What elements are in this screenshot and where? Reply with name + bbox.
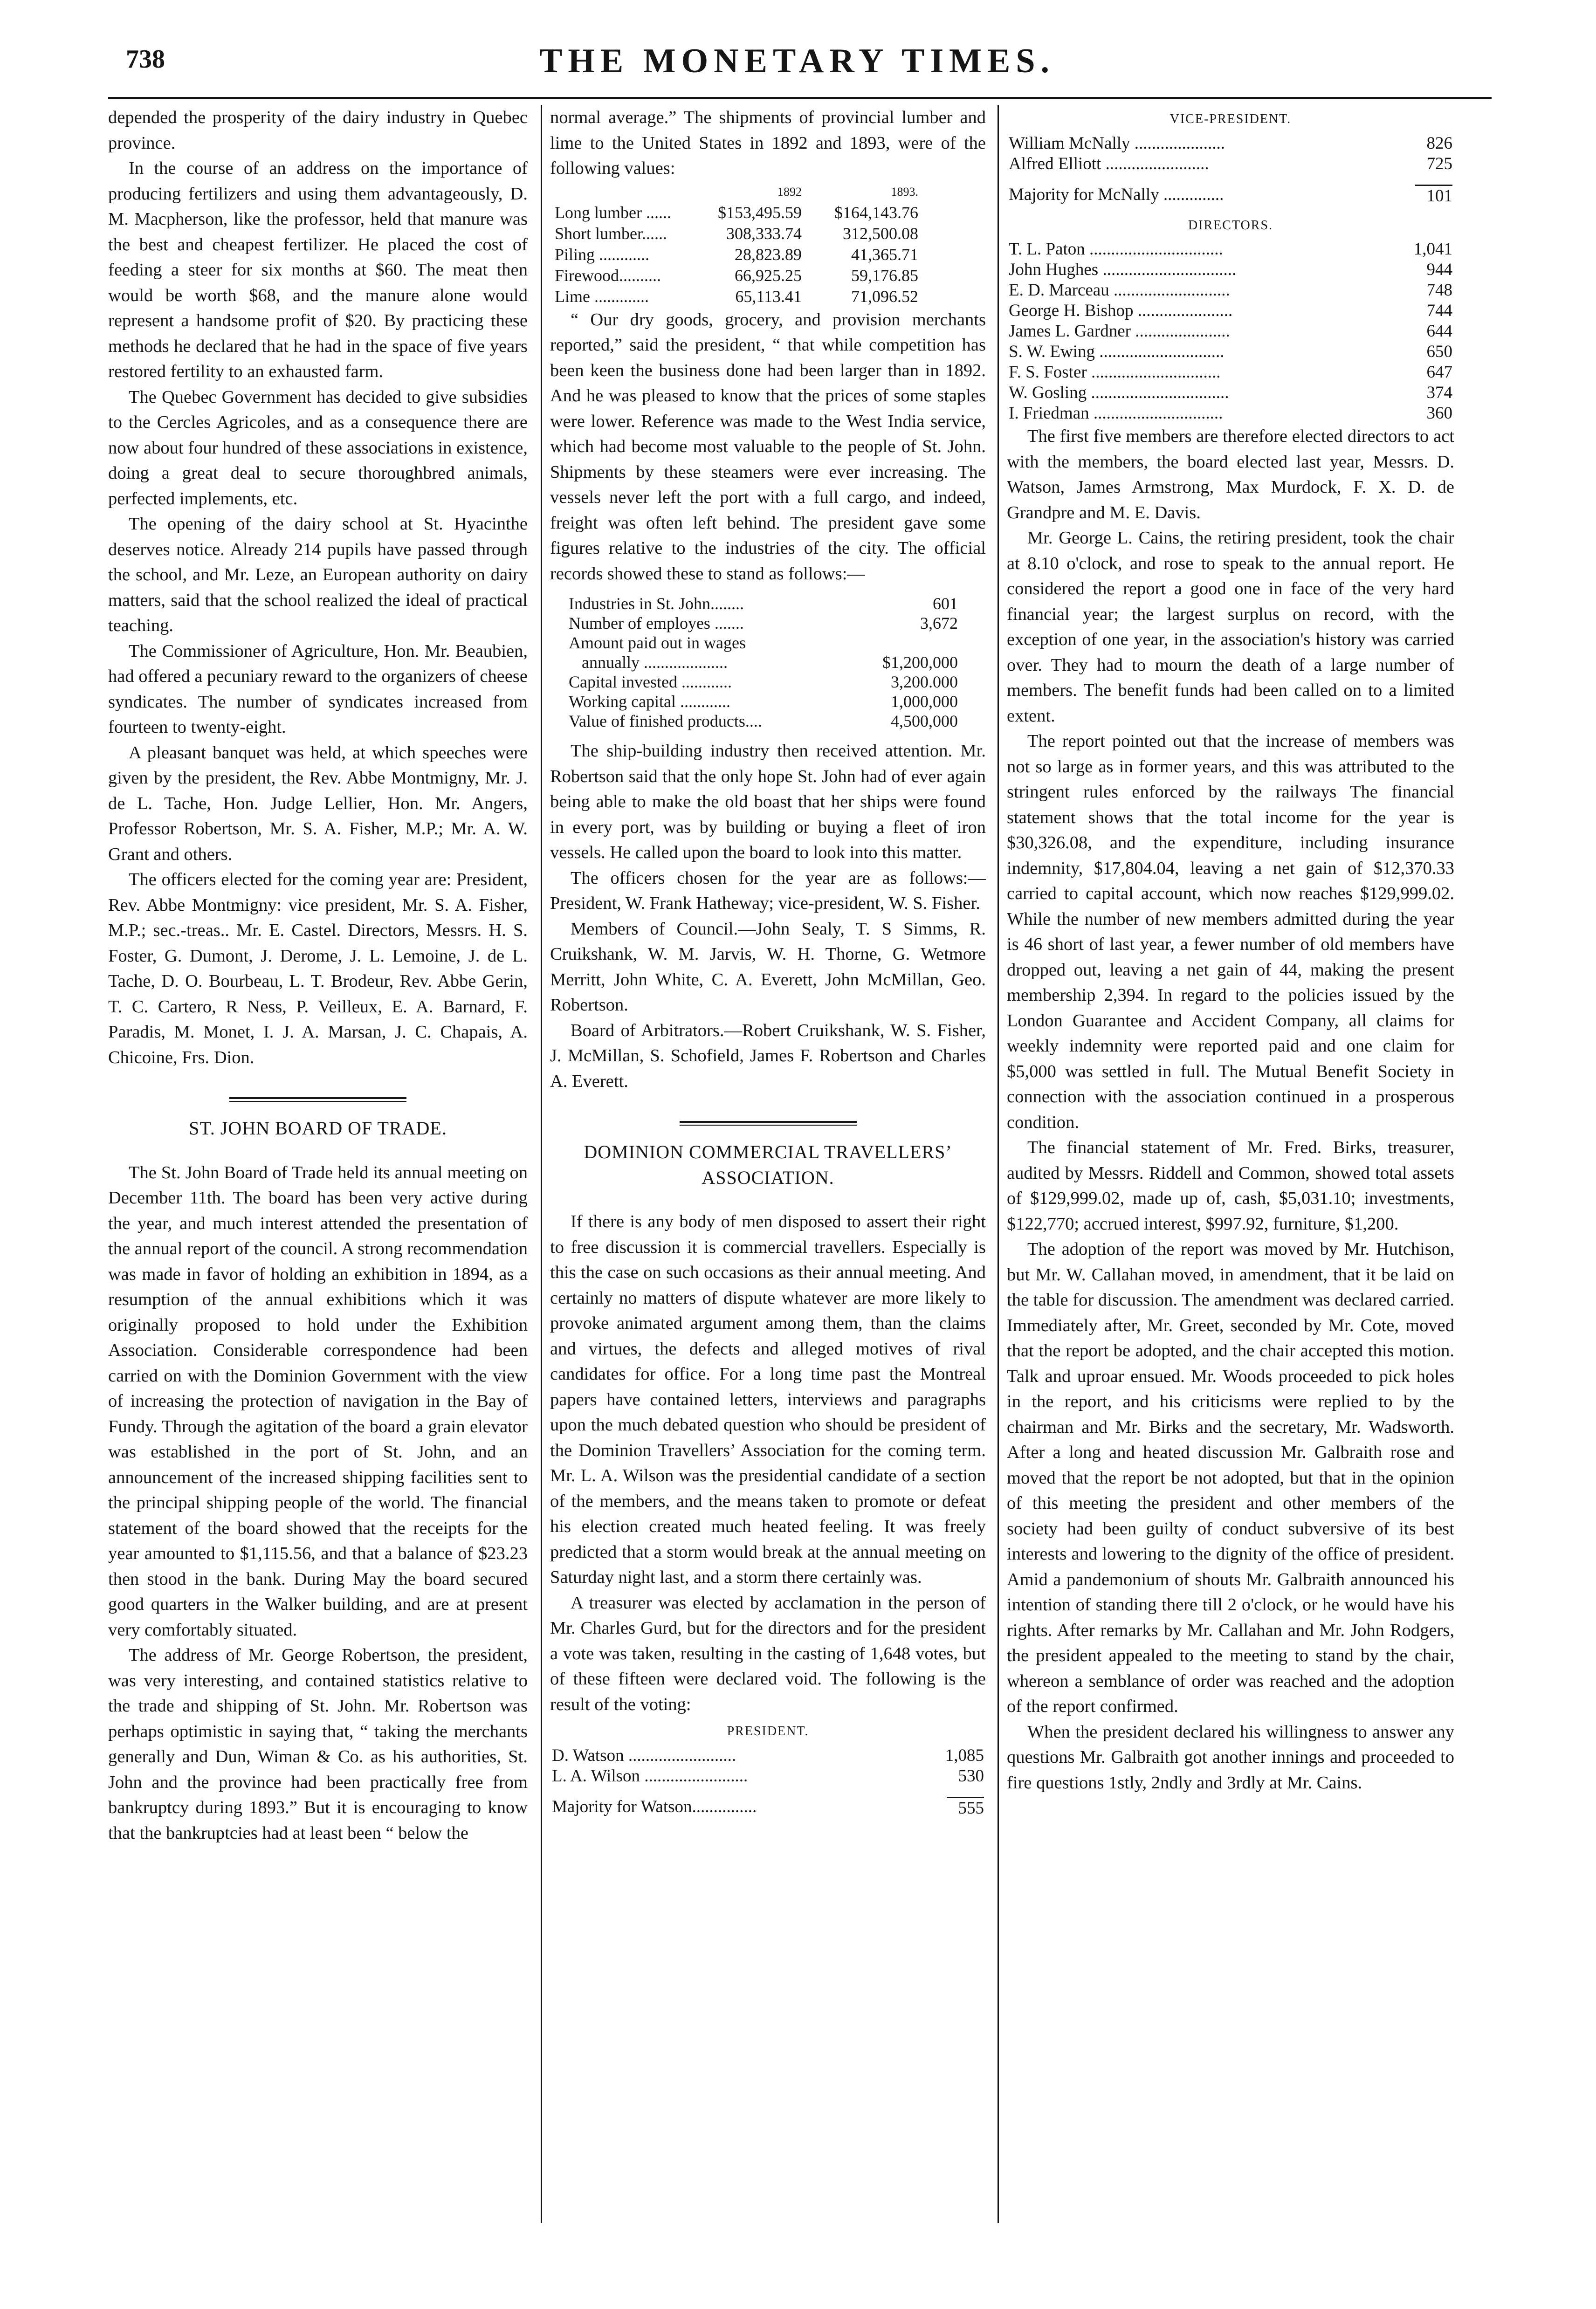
item-name: Long lumber ...... <box>555 203 671 222</box>
item-value: 65,113.41 <box>735 287 802 306</box>
paragraph: The first five members are therefore elected directors to act with the members, the board elected last year, Messrs. D. Watson, James Armstrong, Max Murdock, F. X. D. de Grandpre and M. E. Davis. <box>1007 426 1454 522</box>
candidate-name: George H. Bishop ...................... <box>1009 301 1233 320</box>
column-3 <box>1007 105 1454 1795</box>
paragraph: normal average.” The shipments of provincial lumber and lime to the United States in 1892 and 1893, were of the following values: <box>550 108 986 178</box>
table-row <box>1009 260 1452 280</box>
table-row <box>1009 239 1452 260</box>
paragraph: Members of Council.—John Sealy, T. S Simms, R. Cruikshank, W. M. Jarvis, W. H. Thorne, G. Wetmore Merritt, John White, C. A. Everett, John McMillan, Geo. Robertson. <box>550 919 986 1015</box>
table-row <box>555 265 981 286</box>
column-rule <box>998 105 999 2223</box>
page-header <box>126 44 1468 100</box>
section-heading: ST. JOHN BOARD OF TRADE. <box>189 1118 447 1139</box>
paragraph: The St. John Board of Trade held its annual meeting on December 11th. The board has been very active during the year, and much interest attended the presentation of the annual report of the council. A strong recommendation was made in favor of holding an exhibition in 1894, as a resumption of the annual exhibitions which it was originally proposed to hold under the Exhibition Association. Considerable correspondence had been carried on with the Dominion Government with the view of increasing the protection of navigation in the Bay of Fundy. Through the agitation of the board a grain elevator was established in the port of St. John, and an announcement of the increased shipping facilities sent to the principal shipping people of the world. The financial statement of the board showed that the receipts for the year amounted to $1,115.56, and that a balance of $23.23 then stood in the bank. During May the board secured good quarters in the Walker building, and are at present very comfortably situated. <box>108 1162 528 1640</box>
candidate-name: L. A. Wilson ........................ <box>552 1766 748 1786</box>
table-row <box>569 633 958 653</box>
paragraph: The opening of the dairy school at St. Hyacinthe deserves notice. Already 214 pupils have passed through the school, and Mr. Leze, an European authority on dairy matters, said that the school realized the ideal of practical teaching. <box>108 514 528 635</box>
item-value: 308,333.74 <box>726 224 802 243</box>
table-row <box>555 286 981 307</box>
header-rule <box>108 97 1492 99</box>
table-row <box>569 653 958 672</box>
paragraph: The address of Mr. George Robertson, the president, was very interesting, and contained statistics relative to the trade and shipping of St. John. Mr. Robertson was perhaps optimistic in saying that, “ taking the merchants generally and Dun, Wiman & Co. as his authorities, St. John and the province had been practically free from bankruptcy during 1893.” But it is encouraging to know that the bankruptcies had at least been “ below the <box>108 1645 528 1843</box>
lumber-table <box>550 181 986 307</box>
vote-count: 644 <box>1426 322 1452 341</box>
item-value: $1,200,000 <box>882 653 958 672</box>
item-value: 312,500.08 <box>843 224 918 243</box>
vote-count: 748 <box>1426 281 1452 300</box>
table-row <box>1009 154 1452 174</box>
table-row <box>569 692 958 711</box>
item-name: annually .................... <box>582 653 728 672</box>
vote-count: 360 <box>1426 404 1452 423</box>
candidate-name: James L. Gardner ...................... <box>1009 322 1230 341</box>
candidate-name: F. S. Foster .............................. <box>1009 363 1221 382</box>
candidate-name: S. W. Ewing ............................. <box>1009 342 1225 361</box>
majority-value: 101 <box>1415 185 1452 206</box>
column-rule <box>541 105 542 2223</box>
table-row <box>569 594 958 613</box>
item-value: 28,823.89 <box>735 245 802 264</box>
vote-count: 650 <box>1426 342 1452 361</box>
masthead-title: THE MONETARY TIMES. <box>539 42 1055 80</box>
item-name: Capital invested ............ <box>569 673 732 691</box>
table-row <box>555 223 981 244</box>
item-name: Value of finished products.... <box>569 712 762 730</box>
candidate-name: William McNally ..................... <box>1009 133 1225 153</box>
paragraph: A pleasant banquet was held, at which speeches were given by the president, the Rev. Abbe Montmigny, Mr. J. de L. Tache, Hon. Judge Lellier, Hon. Mr. Angers, Professor Robertson, Mr. S. A. Fisher, M.P.; Mr. A. W. Grant and others. <box>108 742 528 864</box>
paragraph: If there is any body of men disposed to assert their right to free discussion it is commercial travellers. Especially is this the case on such occasions as their annual meeting. And certainly no matters of dispute whatever are more likely to provoke animated argument among them, than the claims and virtues, the defects and alleged motives of rival candidates for office. For a long time past the Montreal papers have contained letters, interviews and paragraphs upon the much debated question who should be president of the Dominion Travellers’ Association for the coming term. Mr. L. A. Wilson was the presidential candidate of a section of the members, and the means taken to promote or defeat his election created much heated feeling. It was freely predicted that a storm would break at the annual meeting on Saturday night last, and a storm there certainly was. <box>550 1212 986 1587</box>
table-row <box>569 613 958 633</box>
table-row <box>1009 403 1452 424</box>
item-value: 4,500,000 <box>891 712 958 730</box>
candidate-name: D. Watson ......................... <box>552 1745 736 1765</box>
item-value: 66,925.25 <box>735 266 802 285</box>
vote-count: 530 <box>958 1766 984 1786</box>
paragraph: The officers chosen for the year are as follows:—President, W. Frank Hatheway; vice-president, W. S. Fisher. <box>550 868 986 913</box>
item-name: Short lumber...... <box>555 224 667 243</box>
item-value: 71,096.52 <box>851 287 918 306</box>
item-value: 3,200.000 <box>891 673 958 691</box>
table-row <box>1009 321 1452 342</box>
table-row <box>1009 280 1452 301</box>
item-value: 601 <box>933 594 958 613</box>
section-divider <box>680 1121 857 1126</box>
majority-label: Majority for McNally .............. <box>1009 185 1224 204</box>
column-1 <box>108 105 528 1846</box>
directors-votes <box>1007 239 1454 424</box>
column-2 <box>550 105 986 1819</box>
vote-count: 744 <box>1426 301 1452 320</box>
majority-row <box>1009 185 1452 206</box>
candidate-name: I. Friedman .............................. <box>1009 404 1223 423</box>
item-value: $153,495.59 <box>718 203 802 222</box>
candidate-name: T. L. Paton ............................... <box>1009 240 1223 259</box>
vote-heading: VICE-PRESIDENT. <box>1169 112 1292 126</box>
item-name: Lime ............. <box>555 287 649 306</box>
table-row <box>552 1745 984 1766</box>
vote-count: 374 <box>1426 383 1452 402</box>
paragraph: The Quebec Government has decided to give subsidies to the Cercles Agricoles, and as a consequence there are now about four hundred of these associations in existence, doing a great deal to secure thoroughbred animals, perfected implements, etc. <box>108 387 528 509</box>
item-name: Firewood.......... <box>555 266 661 285</box>
table-row <box>1009 133 1452 154</box>
year-header: 1893. <box>891 185 918 199</box>
candidate-name: Alfred Elliott ........................ <box>1009 154 1209 173</box>
table-header-row <box>555 181 981 202</box>
vote-count: 647 <box>1426 363 1452 382</box>
section-heading: DOMINION COMMERCIAL TRAVELLERS’ ASSOCIATION. <box>584 1141 952 1188</box>
vote-count: 1,085 <box>945 1745 984 1765</box>
paragraph: When the president declared his willingness to answer any questions Mr. Galbraith got another innings and proceeded to fire questions 1stly, 2ndly and 3rdly at Mr. Cains. <box>1007 1722 1454 1793</box>
section-divider <box>229 1097 406 1102</box>
paragraph: The report pointed out that the increase of members was not so large as in former years, and this was attributed to the stringent rules enforced by the railways The financial statement shows that the total income for the year is $30,326.08, and the expenditure, including insurance indemnity, $17,804.04, leaving a net gain of $12,370.33 carried to capital account, which now reaches $129,999.02. While the number of new members admitted during the year is 46 short of last year, a fewer number of old members have dropped out, leaving a net gain of 44, making the present membership 2,394. In regard to the policies issued by the London Guarantee and Accident Company, all claims for weekly indemnity were reported paid and one claim for $5,000 was settled in full. The Mutual Benefit Society in connection with the association continued in a prosperous condition. <box>1007 731 1454 1132</box>
item-value: 41,365.71 <box>851 245 918 264</box>
item-name: Number of employes ....... <box>569 614 744 632</box>
vote-heading: PRESIDENT. <box>727 1724 809 1739</box>
item-name: Industries in St. John........ <box>569 594 744 613</box>
industries-table <box>550 594 986 731</box>
vice-president-votes <box>1007 133 1454 206</box>
table-row <box>552 1766 984 1787</box>
president-votes <box>550 1745 986 1819</box>
table-row <box>569 672 958 692</box>
paragraph: A treasurer was elected by acclamation in the person of Mr. Charles Gurd, but for the directors and for the president a vote was taken, resulting in the casting of 1,648 votes, but of these fifteen were declared void. The following is the result of the voting: <box>550 1593 986 1714</box>
paragraph: The financial statement of Mr. Fred. Birks, treasurer, audited by Messrs. Riddell and Common, showed total assets of $129,999.02, made up of, cash, $5,031.10; investments, $122,770; accrued interest, $997.92, furniture, $1,200. <box>1007 1138 1454 1234</box>
table-row <box>1009 342 1452 362</box>
item-value: 1,000,000 <box>891 692 958 711</box>
paragraph: depended the prosperity of the dairy industry in Quebec province. <box>108 108 528 153</box>
year-header: 1892 <box>777 185 802 199</box>
candidate-name: W. Gosling ................................ <box>1009 383 1229 402</box>
majority-row <box>552 1797 984 1819</box>
paragraph: The adoption of the report was moved by Mr. Hutchison, but Mr. W. Callahan moved, in amendment, that it be laid on the table for discussion. The amendment was declared carried. Immediately after, Mr. Greet, seconded by Mr. Cote, moved that the report be adopted, and the chair accepted this motion. Talk and uproar ensued. Mr. Woods proceeded to pick holes in the report, and his criticisms were replied to by the chairman and Mr. Birks and the secretary, Mr. Wadsworth. After a long and heated discussion Mr. Galbraith rose and moved that the report be not adopted, but that in the opinion of this meeting the president and other members of the society had been guilty of conduct subversive of its best interests and lowering to the dignity of the office of president. Amid a pandemonium of shouts Mr. Galbraith announced his intention of standing there till 2 o'clock, or he would have his rights. After remarks by Mr. Callahan and Mr. John Rodgers, the president appealed to the meeting to stand by the chair, whereon a semblance of order was reached and the adoption of the report confirmed. <box>1007 1239 1454 1716</box>
majority-value: 555 <box>947 1797 984 1819</box>
paragraph: In the course of an address on the importance of producing fertilizers and using them advantageously, D. M. Macpherson, like the professor, held that manure was the best and cheapest fertilizer. He placed the cost of feeding a steer for six months at $60. The meat then would be worth $68, and the manure alone would represent a handsome profit of $20. By practicing these methods he declared that he had in the space of five years restored fertility to an exhausted farm. <box>108 158 528 381</box>
page-number: 738 <box>126 45 165 74</box>
item-name: Piling ............ <box>555 245 650 264</box>
paragraph: Board of Arbitrators.—Robert Cruikshank, W. S. Fisher, J. McMillan, S. Schofield, James F. Robertson and Charles A. Everett. <box>550 1020 986 1091</box>
vote-count: 944 <box>1426 260 1452 279</box>
item-name: Working capital ............ <box>569 692 731 711</box>
table-row <box>569 711 958 731</box>
paragraph: The ship-building industry then received attention. Mr. Robertson said that the only hope St. John had of ever again being able to make the old boast that her ships were found in every port, was by building or buying a fleet of iron vessels. He called upon the board to look into this matter. <box>550 741 986 862</box>
table-row <box>1009 362 1452 383</box>
vote-count: 725 <box>1426 154 1452 173</box>
candidate-name: John Hughes ............................... <box>1009 260 1237 279</box>
majority-label: Majority for Watson............... <box>552 1797 757 1816</box>
paragraph: The Commissioner of Agriculture, Hon. Mr. Beaubien, had offered a pecuniary reward to the organizers of cheese syndicates. The number of syndicates increased from fourteen to twenty-eight. <box>108 641 528 737</box>
vote-count: 826 <box>1426 133 1452 153</box>
paragraph: The officers elected for the coming year are: President, Rev. Abbe Montmigny: vice president, Mr. S. A. Fisher, M.P.; sec.-treas.. Mr. E. Castel. Directors, Messrs. H. S. Foster, G. Dumont, J. Derome, J. L. Lemoine, J. de L. Tache, D. O. Bourbeau, L. T. Brodeur, Rev. Abbe Gerin, T. C. Cartero, R Ness, P. Veilleux, E. A. Barnard, F. Paradis, M. Monet, I. J. A. Marsan, J. C. Chapais, A. Chicoine, Frs. Dion. <box>108 870 528 1067</box>
table-row <box>1009 383 1452 403</box>
item-value: $164,143.76 <box>834 203 918 222</box>
candidate-name: E. D. Marceau ........................... <box>1009 281 1230 300</box>
table-row <box>555 244 981 265</box>
vote-count: 1,041 <box>1413 240 1452 259</box>
vote-heading: DIRECTORS. <box>1188 218 1273 233</box>
table-row <box>555 202 981 223</box>
item-value: 3,672 <box>920 614 958 632</box>
item-name: Amount paid out in wages <box>569 633 746 652</box>
table-row <box>1009 301 1452 321</box>
paragraph: Mr. George L. Cains, the retiring president, took the chair at 8.10 o'clock, and rose to speak to the annual report. He considered the report a good one in face of the very hard financial year; the largest surplus on record, with the exception of one year, in the association's history was carried over. They had to mourn the death of a large number of members. The benefit funds had been called on to a limited extent. <box>1007 528 1454 726</box>
item-value: 59,176.85 <box>851 266 918 285</box>
paragraph: “ Our dry goods, grocery, and provision merchants reported,” said the president, “ that while competition has been keen the business done had been larger than in 1892. And he was pleased to know that the prices of some staples were lower. Reference was made to the West India service, which had become most valuable to the people of St. John. Shipments by these steamers were ever increasing. The vessels never left the port with a full cargo, and indeed, freight was often left behind. The president gave some figures relative to the industries of the city. The official records showed these to stand as follows:— <box>550 309 986 584</box>
